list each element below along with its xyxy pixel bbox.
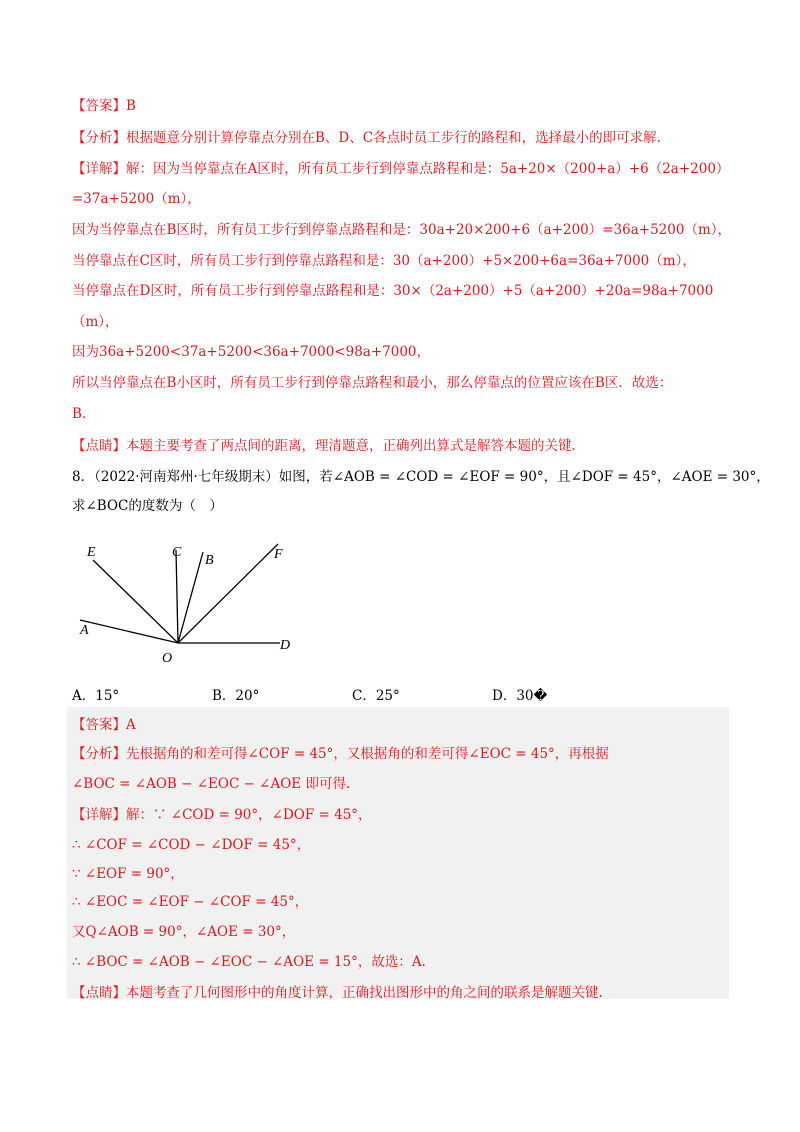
label-A: A [80, 623, 89, 638]
answer-7: 【答案】B [72, 98, 136, 114]
option-a: A．15° [72, 688, 120, 704]
label-C: C [172, 545, 182, 560]
angle-figure [70, 538, 310, 668]
label-O: O [162, 651, 173, 666]
detail-8-line-2: ∴ ∠COF = ∠COD − ∠DOF = 45°， [72, 837, 311, 853]
comment-7: 【点睛】本题主要考查了两点间的距离，理清题意，正确列出算式是解答本题的关键. [72, 438, 576, 454]
detail-8-line-5: 又Q∠AOB = 90°，∠AOE = 30°， [72, 924, 296, 940]
detail-8-line-3: ∵ ∠EOF = 90°， [72, 866, 184, 882]
question-8-stem-line-2: 求∠BOC的度数为（ ） [72, 498, 223, 514]
detail-7-line-7: 因为36a+5200<37a+5200<36a+7000<98a+7000， [72, 344, 431, 360]
label-F: F [274, 547, 283, 562]
comment-8: 【点睛】本题考查了几何图形中的角度计算，正确找出图形中的角之间的联系是解题关键. [72, 985, 603, 1001]
option-d: D．30� [492, 688, 548, 704]
question-8-stem-line-1: 8．（2022·河南郑州·七年级期末）如图，若∠AOB = ∠COD = ∠EOF = 90°，且∠DOF = 45°，∠AOE = 30°， [72, 469, 770, 485]
ray-OC [176, 550, 178, 643]
analysis-8-line-1: 【分析】先根据角的和差可得∠COF = 45°，又根据角的和差可得∠EOC = 45°，再根据 [72, 746, 609, 762]
detail-7-line-2: =37a+5200（m）， [72, 191, 201, 207]
detail-7-line-6: （m）， [72, 314, 119, 330]
detail-8-line-1: 【详解】解：∵ ∠COD = 90°，∠DOF = 45°， [72, 807, 372, 823]
detail-7-line-3: 因为当停靠点在B区时，所有员工步行到停靠点路程和是：30a+20×200+6（a+200）=36a+5200（m）， [72, 222, 732, 238]
detail-7-line-8: 所以当停靠点在B小区时，所有员工步行到停靠点路程和最小，那么停靠点的位置应该在B区．故选： [72, 375, 673, 391]
answer-8: 【答案】A [72, 717, 136, 733]
analysis-8-line-2: ∠BOC = ∠AOB − ∠EOC − ∠AOE 即可得. [72, 776, 351, 792]
option-c: C．25° [352, 688, 400, 704]
detail-7-line-5: 当停靠点在D区时，所有员工步行到停靠点路程和是：30×（2a+200）+5（a+200）+20a=98a+7000 [72, 283, 714, 299]
ray-OE [93, 560, 178, 643]
option-b: B．20° [212, 688, 260, 704]
detail-7-line-4: 当停靠点在C区时，所有员工步行到停靠点路程和是：30（a+200）+5×200+6a=36a+7000（m）， [72, 253, 696, 269]
detail-8-line-4: ∴ ∠EOC = ∠EOF − ∠COF = 45°， [72, 894, 309, 910]
ray-OA [80, 620, 178, 643]
ray-OF [178, 544, 278, 643]
analysis-7: 【分析】根据题意分别计算停靠点分别在B、D、C各点时员工步行的路程和，选择最小的即可求解. [72, 130, 661, 146]
label-D: D [280, 638, 291, 653]
label-B: B [205, 553, 214, 568]
detail-8-line-6: ∴ ∠BOC = ∠AOB − ∠EOC − ∠AOE = 15°，故选：A. [72, 954, 426, 970]
detail-7-line-9: B. [72, 406, 87, 422]
detail-7-line-1: 【详解】解：因为当停靠点在A区时，所有员工步行到停靠点路程和是：5a+20×（200+a）+6（2a+200） [72, 161, 730, 177]
label-E: E [87, 545, 96, 560]
ray-OB [178, 552, 203, 643]
